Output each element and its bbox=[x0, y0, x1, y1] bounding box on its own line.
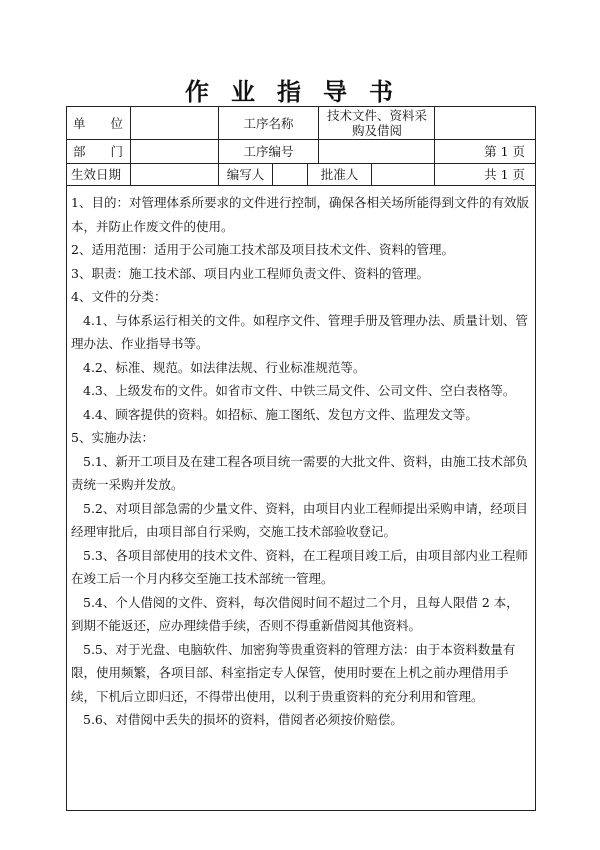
process-no-value bbox=[319, 139, 434, 163]
unit-label: 单 位 bbox=[73, 116, 124, 131]
paragraph: 5.6、对借阅中丢失的损坏的资料，借阅者必须按价赔偿。 bbox=[83, 712, 403, 727]
effective-date-value bbox=[131, 163, 218, 185]
paragraph: 4.2、标准、规范。如法律法规、行业标准规范等。 bbox=[83, 359, 366, 375]
process-name-value: 技术文件、资料采购及借阅 bbox=[326, 108, 427, 138]
unit-value bbox=[131, 107, 218, 139]
paragraph: 5.4、个人借阅的文件、资料，每次借阅时间不超过二个月，且每人限借 2 本，到期不能返还，应办理续借手续，否则不得重新借阅其他资料。 bbox=[71, 594, 519, 633]
total-pages: 共 1 页 bbox=[484, 167, 525, 182]
dept-label: 部 门 bbox=[73, 144, 124, 159]
dept-value bbox=[131, 139, 218, 163]
paragraph: 5、实施办法： bbox=[71, 430, 154, 445]
instruction-form bbox=[66, 106, 536, 811]
row1-extra bbox=[435, 107, 537, 139]
process-name-label: 工序名称 bbox=[243, 116, 294, 131]
paragraph: 1、目的：对管理体系所要求的文件进行控制，确保各相关场所能得到文件的有效版本，并防止作废文件的使用。 bbox=[71, 195, 529, 234]
paragraph: 3、职责：施工技术部、项目内业工程师负责文件、资料的管理。 bbox=[71, 265, 429, 281]
author-value bbox=[273, 163, 307, 185]
process-no-label: 工序编号 bbox=[243, 144, 294, 159]
paragraph: 2、适用范围：适用于公司施工技术部及项目技术文件、资料的管理。 bbox=[71, 242, 454, 257]
author-label: 编写人 bbox=[226, 167, 265, 182]
paragraph: 5.3、各项目部使用的技术文件、资料，在工程项目竣工后，由项目部内业工程师在竣工后一个月内移交至施工技术部统一管理。 bbox=[71, 547, 528, 586]
approver-value bbox=[372, 163, 434, 185]
paragraph: 4.1、与体系运行相关的文件。如程序文件、管理手册及管理办法、质量计划、管理办法、作业指导书等。 bbox=[71, 312, 528, 351]
paragraph: 4、文件的分类： bbox=[71, 289, 167, 304]
paragraph: 4.4、顾客提供的资料。如招标、施工图纸、发包方文件、监理发文等。 bbox=[83, 406, 478, 422]
instruction-body bbox=[67, 185, 535, 732]
paragraph: 5.1、新开工项目及在建工程各项目统一需要的大批文件、资料，由施工技术部负责统一采购并发放。 bbox=[71, 453, 528, 492]
page-number: 第 1 页 bbox=[484, 144, 525, 159]
paragraph: 5.5、对于光盘、电脑软件、加密狗等贵重资料的管理方法：由于本资料数量有限，使用频繁，各项目部、科室指定专人保管，使用时要在上机之前办理借用手续，下机后立即归还，不得带出使用，以利于贵重资料的充分利用和管理。 bbox=[71, 641, 516, 704]
page-title: 作业指导书 bbox=[185, 78, 415, 106]
paragraph: 4.3、上级发布的文件。如省市文件、中铁三局文件、公司文件、空白表格等。 bbox=[83, 383, 516, 398]
approver-label: 批准人 bbox=[320, 167, 359, 182]
effective-date-label: 生效日期 bbox=[71, 167, 122, 182]
paragraph: 5.2、对项目部急需的少量文件、资料，由项目内业工程师提出采购申请，经项目经理审批后，由项目部自行采购，交施工技术部验收登记。 bbox=[71, 500, 528, 539]
